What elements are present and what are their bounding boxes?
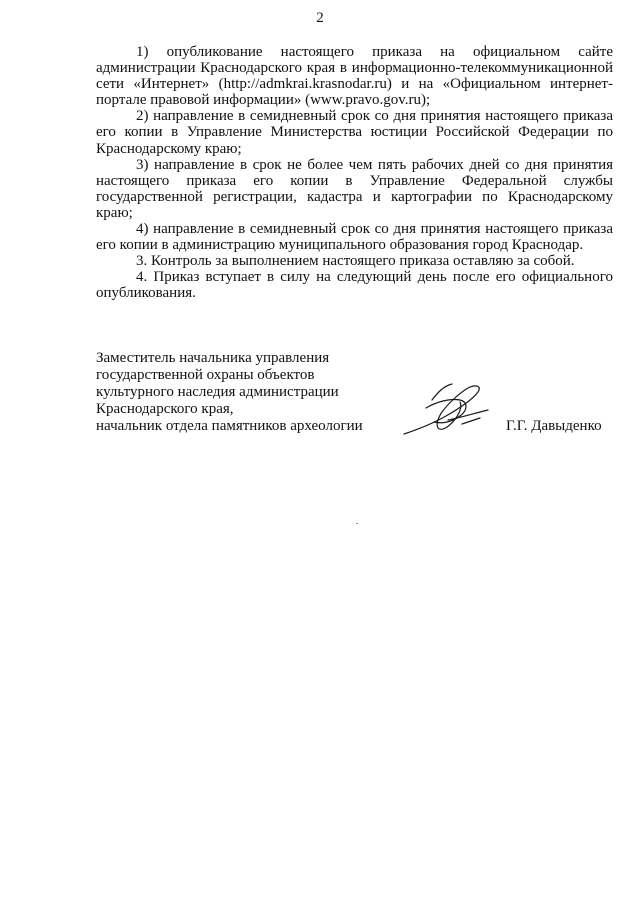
paragraph-municipal-administration: 4) направление в семидневный срок со дня принятия настоящего приказа его копии в администрацию муниципального образования город Краснодар. bbox=[96, 221, 613, 254]
scan-artifact bbox=[356, 523, 358, 524]
paragraph-control: 3. Контроль за выполнением настоящего приказа оставляю за собой. bbox=[136, 253, 575, 270]
paragraph-entry-into-force: 4. Приказ вступает в силу на следующий день после его официального опубликования. bbox=[96, 269, 613, 302]
paragraph-rosreestr: 3) направление в срок не более чем пять рабочих дней со дня принятия настоящего приказа его копии в Управление Федеральной службы государственной регистрации, кадастра и картографии по Краснодарскому краю; bbox=[96, 156, 613, 221]
signer-title-line: культурного наследия администрации bbox=[96, 384, 339, 400]
page-number: 2 bbox=[316, 10, 324, 26]
signer-name: Г.Г. Давыденко bbox=[506, 418, 602, 434]
signature-block bbox=[96, 350, 616, 435]
signer-title-line: начальник отдела памятников археологии bbox=[96, 418, 363, 434]
signer-title-line: Заместитель начальника управления bbox=[96, 350, 330, 366]
paragraph-publication: 1) опубликование настоящего приказа на официальном сайте администрации Краснодарского края в информационно-телекоммуникационной сети «Интернет» (http://admkrai.krasnodar.ru) и на «Официальном интернет-портале правовой информации» (www.pravo.gov.ru); bbox=[96, 44, 613, 109]
signer-title-line: государственной охраны объектов bbox=[96, 367, 315, 383]
paragraph-ministry-of-justice: 2) направление в семидневный срок со дня принятия настоящего приказа его копии в Управление Министерства юстиции Российской Федерации по Краснодарскому краю; bbox=[96, 108, 613, 157]
signer-title-line: Краснодарского края, bbox=[96, 401, 234, 417]
order-body-text bbox=[96, 44, 613, 302]
handwritten-signature bbox=[402, 380, 490, 438]
